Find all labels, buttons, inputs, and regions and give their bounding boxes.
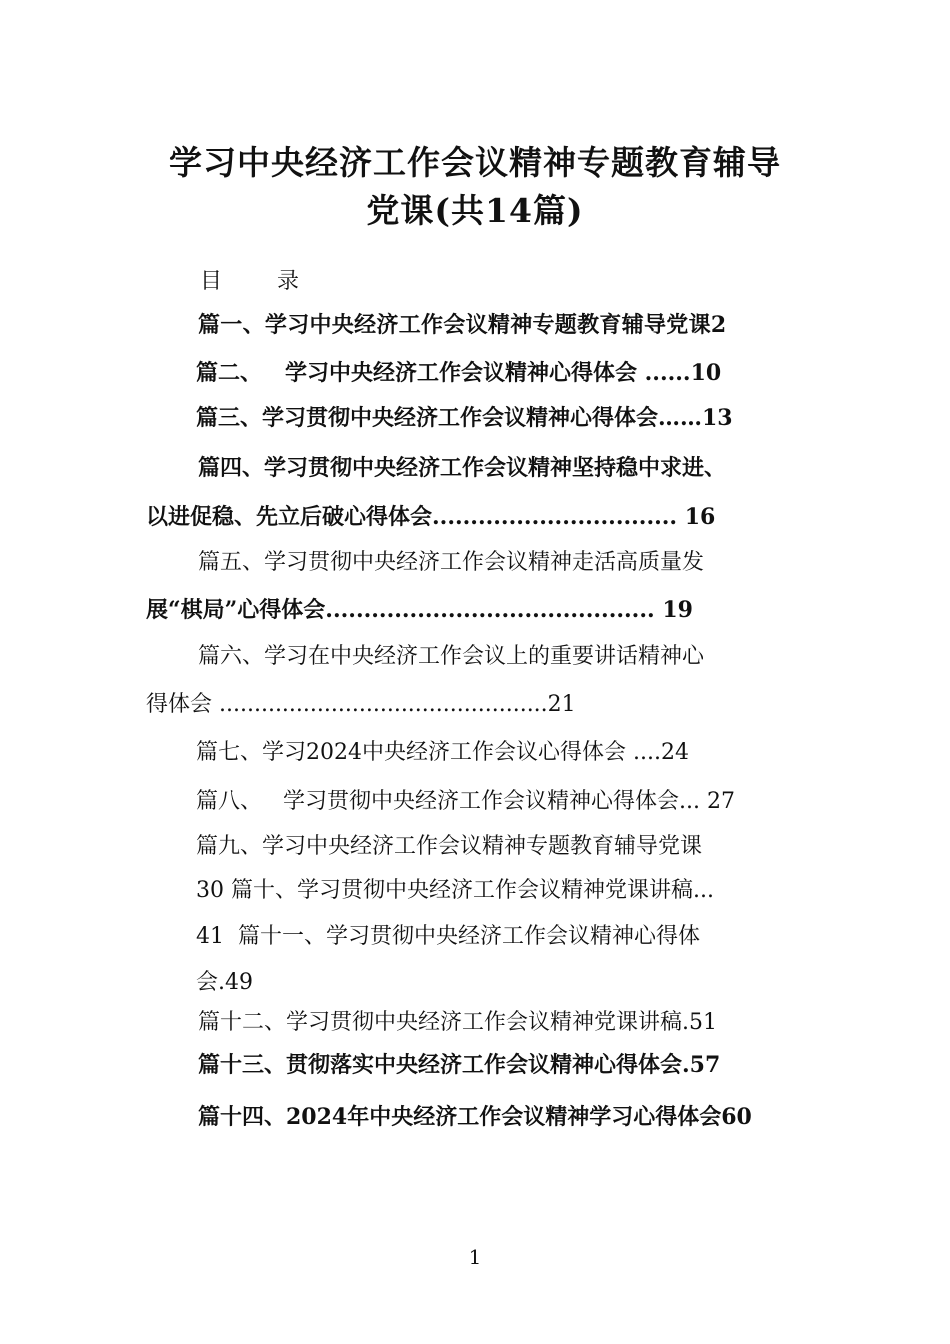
toc-entry-8[interactable]: 篇八、 学习贯彻中央经济工作会议精神心得体会... 27 <box>196 789 735 814</box>
toc-entry-6-line2[interactable]: 得体会 ...............................................21 <box>146 692 576 717</box>
toc-entry-4-line2[interactable]: 以进促稳、先立后破心得体会................................ 16 <box>146 504 716 530</box>
toc-entry-1[interactable]: 篇一、学习中央经济工作会议精神专题教育辅导党课2 <box>198 312 727 338</box>
toc-heading: 目 录 <box>200 269 309 294</box>
toc-entry-3[interactable]: 篇三、学习贯彻中央经济工作会议精神心得体会……13 <box>196 405 733 431</box>
toc-entry-9-10[interactable]: 30 篇十、学习贯彻中央经济工作会议精神党课讲稿... <box>196 878 714 903</box>
toc-entry-7[interactable]: 篇七、学习2024中央经济工作会议心得体会 ....24 <box>196 740 689 765</box>
document-title-line2: 党课(共14篇) <box>366 191 584 230</box>
document-title-line1: 学习中央经济工作会议精神专题教育辅导 <box>169 143 781 182</box>
toc-entry-10-11[interactable]: 41 篇十一、学习贯彻中央经济工作会议精神心得体 <box>196 924 700 949</box>
toc-entry-5-line1[interactable]: 篇五、学习贯彻中央经济工作会议精神走活高质量发 <box>198 550 705 575</box>
toc-entry-5-line2[interactable]: 展“棋局”心得体会........................................... 19 <box>146 597 693 623</box>
toc-entry-13[interactable]: 篇十三、贯彻落实中央经济工作会议精神心得体会.57 <box>198 1052 721 1078</box>
page-number: 1 <box>468 1245 482 1269</box>
toc-entry-12[interactable]: 篇十二、学习贯彻中央经济工作会议精神党课讲稿.51 <box>198 1010 717 1035</box>
toc-entry-2[interactable]: 篇二、 学习中央经济工作会议精神心得体会 ......10 <box>196 360 722 386</box>
toc-entry-9[interactable]: 篇九、学习中央经济工作会议精神专题教育辅导党课 <box>196 834 703 859</box>
toc-entry-14[interactable]: 篇十四、2024年中央经济工作会议精神学习心得体会60 <box>198 1104 752 1130</box>
toc-entry-11-end[interactable]: 会.49 <box>196 970 253 995</box>
toc-entry-4-line1[interactable]: 篇四、学习贯彻中央经济工作会议精神坚持稳中求进、 <box>198 455 727 481</box>
toc-entry-6-line1[interactable]: 篇六、学习在中央经济工作会议上的重要讲话精神心 <box>198 644 705 669</box>
